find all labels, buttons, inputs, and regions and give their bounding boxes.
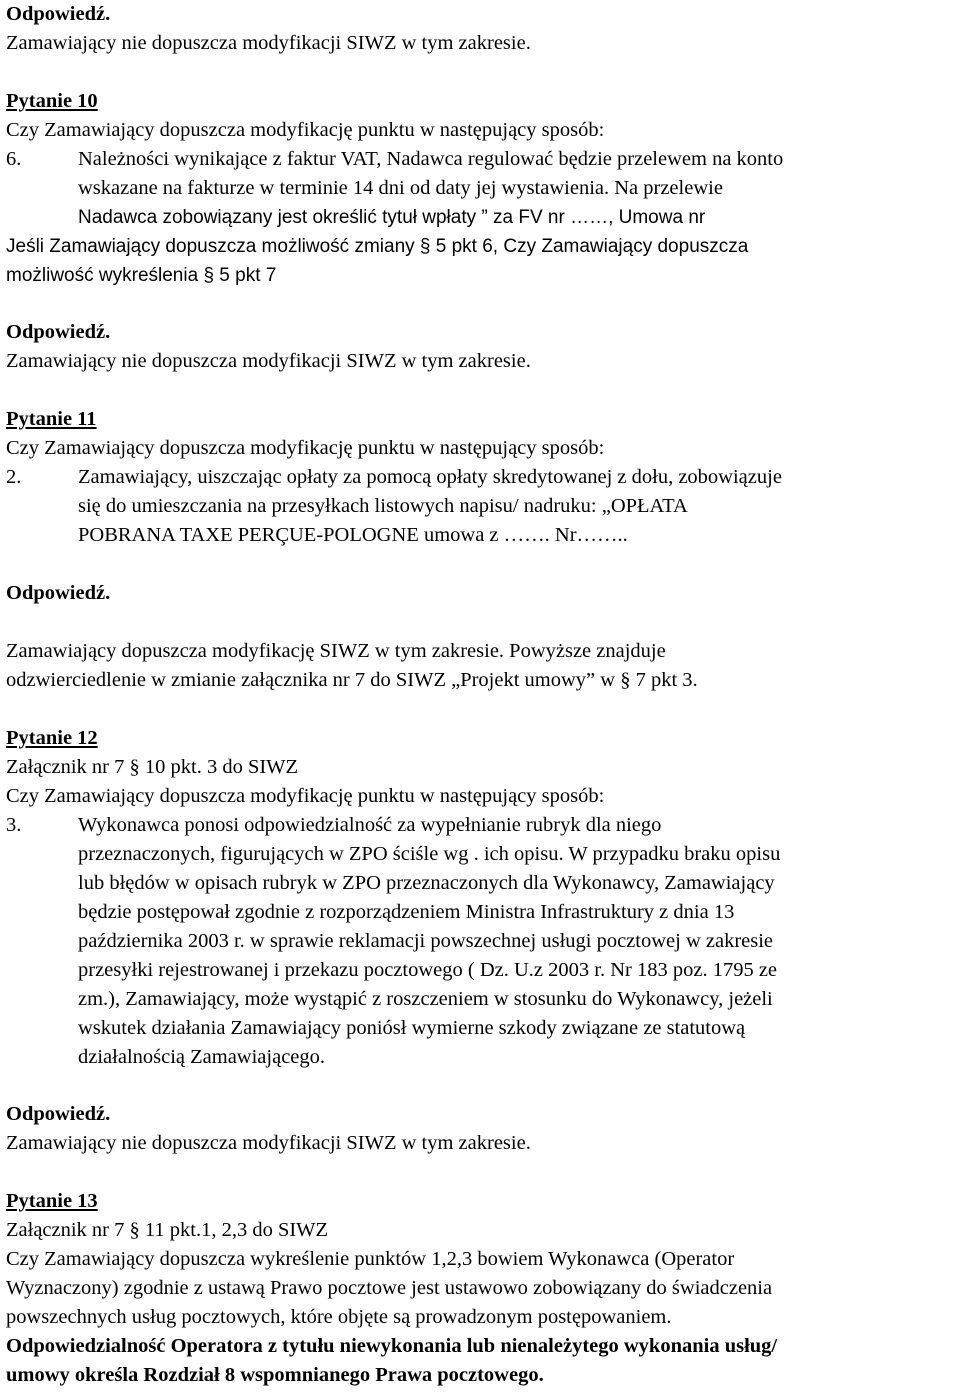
answer-section-prev (6, 0, 956, 58)
question-12 (6, 724, 956, 1072)
question-line: powszechnych usług pocztowych, które objęte są prowadzonym postępowaniem. (6, 1306, 672, 1328)
item-line: Należności wynikające z faktur VAT, Nadawca regulować będzie przelewem na konto (78, 148, 784, 170)
question-13 (6, 1187, 956, 1390)
item-line: się do umieszczania na przesyłkach listowych napisu/ nadruku: „OPŁATA (78, 495, 688, 517)
question-extra-line: możliwość wykreślenia § 5 pkt 7 (6, 265, 277, 286)
question-reference: Załącznik nr 7 § 11 pkt.1, 2,3 do SIWZ (6, 1219, 329, 1241)
list-number: 2. (6, 466, 22, 488)
question-extra-line: Jeśli Zamawiający dopuszcza możliwość zmiany § 5 pkt 6, Czy Zamawiający dopuszcza (6, 236, 749, 257)
question-11 (6, 405, 956, 550)
answer-section-11 (6, 579, 956, 608)
item-line: października 2003 r. w sprawie reklamacji powszechnej usługi pocztowej w zakresie (78, 930, 774, 952)
list-number: 6. (6, 148, 22, 170)
question-line: Wyznaczony) zgodnie z ustawą Prawo pocztowe jest ustawowo zobowiązany do świadczenia (6, 1277, 773, 1299)
answer-label: Odpowiedź. (6, 582, 111, 604)
answer-line: odzwierciedlenie w zmianie załącznika nr 7 do SIWZ „Projekt umowy” w § 7 pkt 3. (6, 669, 698, 691)
item-line: Zamawiający, uiszczając opłaty za pomocą opłaty skredytowanej z dołu, zobowiązuje (78, 466, 782, 488)
item-line: Wykonawca ponosi odpowiedzialność za wypełnianie rubryk dla niego (78, 814, 662, 836)
item-line: Nadawca zobowiązany jest określić tytuł wpłaty ” za FV nr ……, Umowa nr (78, 207, 706, 228)
list-item (6, 811, 956, 1072)
question-line: Czy Zamawiający dopuszcza wykreślenie punktów 1,2,3 bowiem Wykonawca (Operator (6, 1248, 735, 1270)
item-line: lub błędów w opisach rubryk w ZPO przeznaczonych dla Wykonawcy, Zamawiający (78, 872, 775, 894)
list-item (6, 463, 956, 550)
question-text: Czy Zamawiający dopuszcza modyfikację punktu w następujący sposób: (6, 437, 605, 459)
item-line: POBRANA TAXE PERÇUE-POLOGNE umowa z ……. Nr…….. (78, 524, 628, 546)
question-10 (6, 87, 956, 290)
question-text: Czy Zamawiający dopuszcza modyfikację punktu w następujący sposób: (6, 119, 605, 141)
question-title: Pytanie 13 (6, 1190, 98, 1212)
list-number: 3. (6, 814, 22, 836)
answer-text: Zamawiający nie dopuszcza modyfikacji SIWZ w tym zakresie. (6, 350, 531, 372)
bold-statement-line: Odpowiedzialność Operatora z tytułu niewykonania lub nienależytego wykonania usług/ (6, 1335, 778, 1357)
answer-section-12 (6, 1100, 956, 1158)
answer-body-11 (6, 637, 956, 695)
answer-line: Zamawiający dopuszcza modyfikację SIWZ w tym zakresie. Powyższe znajduje (6, 640, 666, 662)
question-title: Pytanie 11 (6, 408, 97, 430)
answer-text: Zamawiający nie dopuszcza modyfikacji SIWZ w tym zakresie. (6, 1132, 531, 1154)
question-text: Czy Zamawiający dopuszcza modyfikację punktu w następujący sposób: (6, 785, 605, 807)
item-line: przeznaczonych, figurujących w ZPO ściśle wg . ich opisu. W przypadku braku opisu (78, 843, 781, 865)
answer-label: Odpowiedź. (6, 3, 111, 25)
bold-statement-line: umowy określa Rozdział 8 wspomnianego Prawa pocztowego. (6, 1364, 544, 1386)
item-line: działalnością Zamawiającego. (78, 1046, 326, 1068)
item-line: będzie postępował zgodnie z rozporządzeniem Ministra Infrastruktury z dnia 13 (78, 901, 735, 923)
answer-label: Odpowiedź. (6, 321, 111, 343)
question-title: Pytanie 10 (6, 90, 98, 112)
item-line: wskutek działania Zamawiający poniósł wymierne szkody związane ze statutową (78, 1017, 746, 1039)
item-line: zm.), Zamawiający, może wystąpić z roszczeniem w stosunku do Wykonawcy, jeżeli (78, 988, 773, 1010)
answer-label: Odpowiedź. (6, 1103, 111, 1125)
item-line: wskazane na fakturze w terminie 14 dni od daty jej wystawienia. Na przelewie (78, 177, 723, 199)
item-line: przesyłki rejestrowanej i przekazu pocztowego ( Dz. U.z 2003 r. Nr 183 poz. 1795 ze (78, 959, 778, 981)
question-title: Pytanie 12 (6, 727, 98, 749)
answer-section-10 (6, 318, 956, 376)
answer-text: Zamawiający nie dopuszcza modyfikacji SIWZ w tym zakresie. (6, 32, 531, 54)
list-item (6, 145, 956, 232)
question-reference: Załącznik nr 7 § 10 pkt. 3 do SIWZ (6, 756, 299, 778)
